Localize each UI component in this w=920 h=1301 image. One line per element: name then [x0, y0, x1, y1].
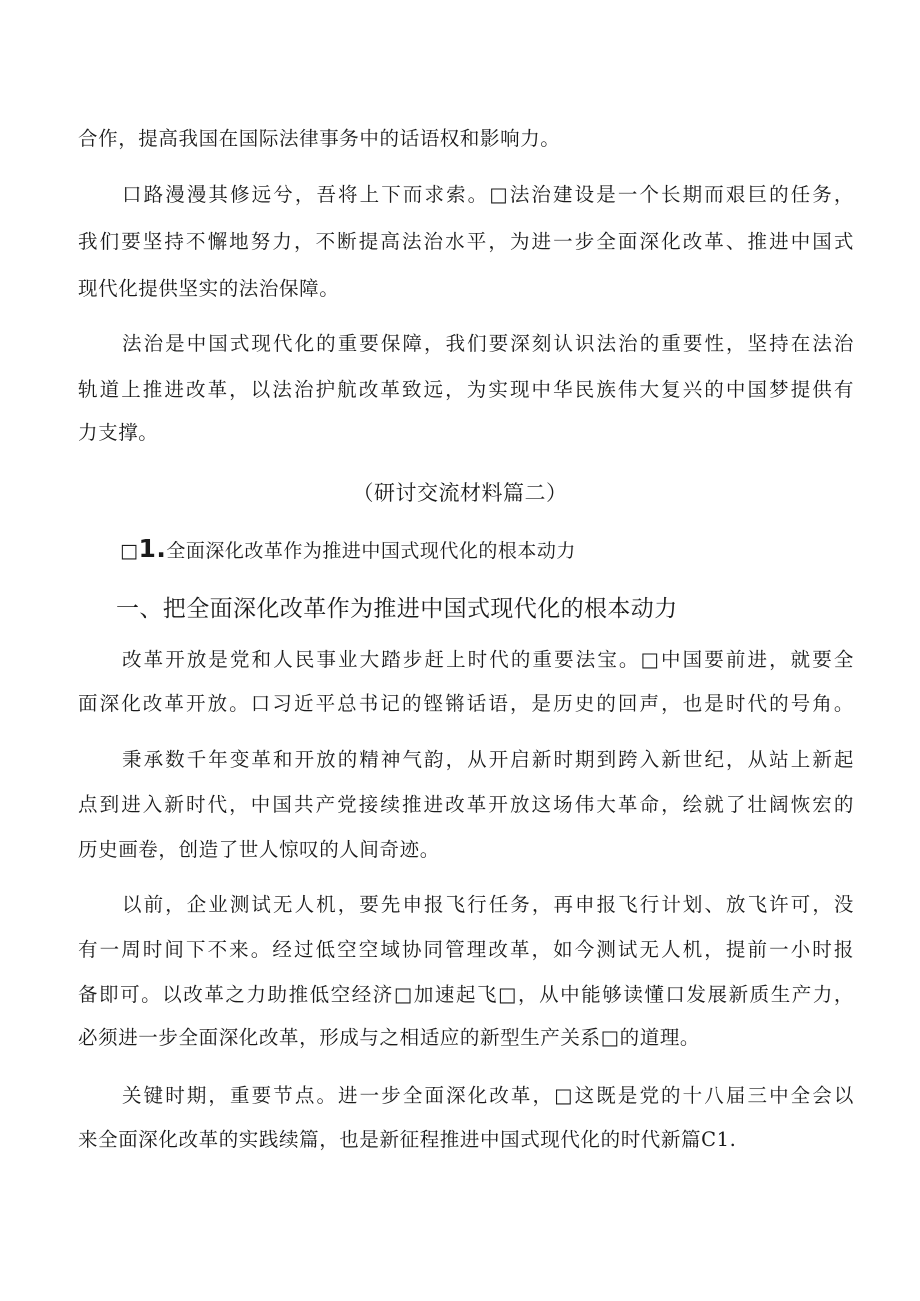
paragraph-line: 必须进一步全面深化改革，形成与之相适应的新型生产关系□的道理。 — [78, 1026, 701, 1049]
item-number: 1. — [138, 534, 167, 563]
paragraph-line: 有一周时间下不来。经过低空空域协同管理改革，如今测试无人机，提前一小时报 — [78, 938, 854, 961]
paragraph-line: 历史画卷，创造了世人惊叹的人间奇迹。 — [78, 838, 440, 861]
paragraph-line: 现代化提供坚实的法治保障。 — [78, 277, 340, 300]
paragraph-line: 点到进入新时代，中国共产党接续推进改革开放这场伟大革命，绘就了壮阔恢宏的 — [78, 793, 854, 816]
paragraph-line: 关键时期，重要节点。进一步全面深化改革，□这既是党的十八届三中全会以 — [122, 1084, 854, 1107]
paragraph-line: 口路漫漫其修远兮，吾将上下而求索。□法治建设是一个长期而艰巨的任务， — [122, 183, 854, 206]
item-heading-text: 全面深化改革作为推进中国式现代化的根本动力 — [166, 540, 576, 562]
paragraph-line: 我们要坚持不懈地努力，不断提高法治水平，为进一步全面深化改革、推进中国式 — [78, 230, 854, 253]
chapter-heading: 一、把全面深化改革作为推进中国式现代化的根本动力 — [116, 596, 678, 622]
paragraph-line: 来全面深化改革的实践续篇，也是新征程推进中国式现代化的时代新篇C1. — [78, 1128, 737, 1151]
placeholder-box: □ — [120, 540, 139, 562]
section-title: （研讨交流材料篇二） — [352, 481, 568, 505]
paragraph-line: 面深化改革开放。口习近平总书记的铿锵话语，是历史的回声，也是时代的号角。 — [78, 692, 854, 715]
paragraph-line: 轨道上推进改革，以法治护航改革致远，为实现中华民族伟大复兴的中国梦提供有 — [78, 378, 854, 401]
paragraph-line: 备即可。以改革之力助推低空经济□加速起飞□，从中能够读懂口发展新质生产力， — [78, 983, 854, 1006]
item-heading — [120, 536, 576, 564]
paragraph-line: 秉承数千年变革和开放的精神气韵，从开启新时期到跨入新世纪，从站上新起 — [122, 748, 854, 771]
paragraph-line: 力支撑。 — [78, 421, 159, 444]
paragraph-line: 改革开放是党和人民事业大踏步赶上时代的重要法宝。□中国要前进，就要全 — [122, 648, 854, 671]
paragraph-line: 以前，企业测试无人机，要先申报飞行任务，再申报飞行计划、放飞许可，没 — [122, 893, 854, 916]
paragraph-line: 法治是中国式现代化的重要保障，我们要深刻认识法治的重要性，坚持在法治 — [122, 332, 854, 355]
paragraph-line: 合作，提高我国在国际法律事务中的话语权和影响力。 — [78, 127, 561, 150]
